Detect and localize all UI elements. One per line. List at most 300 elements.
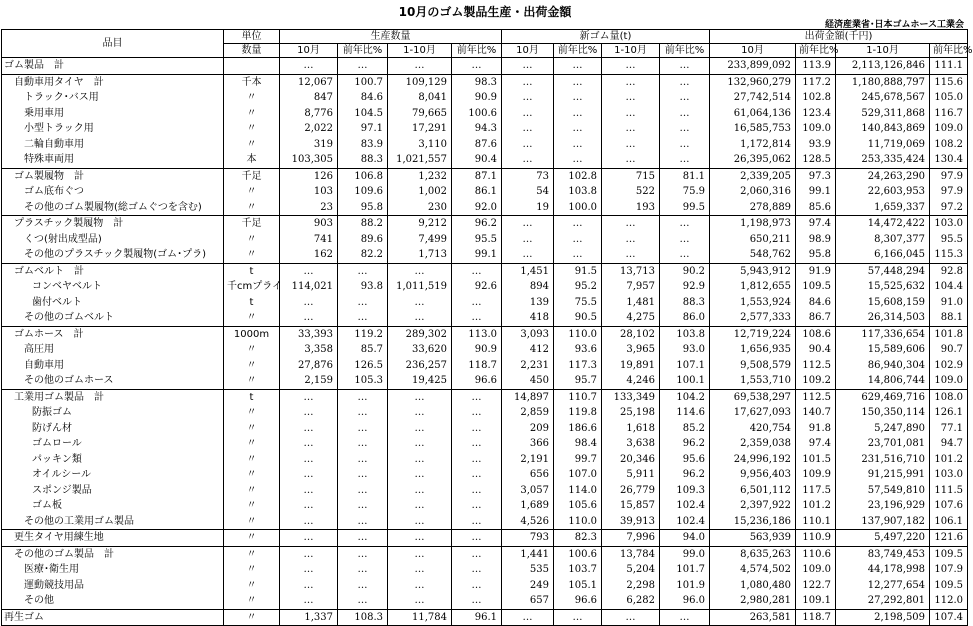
cell-s-1: 117.5: [796, 483, 836, 499]
cell-p-3: 94.3: [452, 121, 502, 137]
cell-r-0: 2,231: [502, 358, 554, 374]
cell-r-2: 19,891: [602, 358, 660, 374]
header-shipment: 出荷金額(千円): [710, 30, 968, 44]
cell-p-2: …: [388, 389, 452, 405]
row-unit: 〃: [224, 106, 280, 122]
cell-p-2: …: [388, 436, 452, 452]
table-row: [2, 593, 968, 609]
cell-r-2: 5,204: [602, 562, 660, 578]
header-unit: 単位: [224, 30, 280, 44]
cell-s-3: 107.9: [930, 562, 968, 578]
row-unit: 〃: [224, 593, 280, 609]
cell-p-1: …: [338, 263, 388, 279]
cell-p-0: …: [280, 58, 338, 75]
header-s-yoy: 前年比%: [796, 44, 836, 58]
cell-s-3: 97.9: [930, 184, 968, 200]
cell-s-0: 6,501,112: [710, 483, 796, 499]
cell-p-1: 89.6: [338, 232, 388, 248]
cell-r-3: …: [660, 121, 710, 137]
cell-p-1: …: [338, 593, 388, 609]
cell-s-3: 109.0: [930, 121, 968, 137]
row-item-name: 防振ゴム: [2, 405, 224, 421]
cell-s-3: 107.6: [930, 498, 968, 514]
cell-p-1: 95.8: [338, 200, 388, 216]
cell-r-0: 2,191: [502, 452, 554, 468]
cell-p-2: …: [388, 421, 452, 437]
cell-r-2: 6,282: [602, 593, 660, 609]
cell-r-3: …: [660, 106, 710, 122]
row-unit: 本: [224, 152, 280, 168]
cell-p-0: 27,876: [280, 358, 338, 374]
table-row: [2, 168, 968, 184]
cell-s-0: 233,899,092: [710, 58, 796, 75]
header-s-ytd-yoy: 前年比%: [930, 44, 968, 58]
cell-p-2: 7,499: [388, 232, 452, 248]
cell-r-1: 91.5: [554, 263, 602, 279]
cell-s-2: 11,719,069: [836, 137, 930, 153]
cell-p-1: 83.9: [338, 137, 388, 153]
header-p-yoy: 前年比%: [338, 44, 388, 58]
cell-p-0: …: [280, 310, 338, 326]
row-item-name: 自動車用: [2, 358, 224, 374]
cell-s-2: 529,311,868: [836, 106, 930, 122]
cell-s-2: 245,678,567: [836, 90, 930, 106]
cell-p-3: 87.6: [452, 137, 502, 153]
cell-p-2: 8,041: [388, 90, 452, 106]
table-row: [2, 405, 968, 421]
cell-s-0: 8,635,263: [710, 546, 796, 562]
cell-r-1: …: [554, 106, 602, 122]
cell-p-1: 106.8: [338, 168, 388, 184]
cell-r-2: 15,857: [602, 498, 660, 514]
cell-p-2: 230: [388, 200, 452, 216]
cell-p-0: …: [280, 263, 338, 279]
row-item-name: 自動車用タイヤ 計: [2, 74, 224, 90]
cell-s-3: 111.5: [930, 483, 968, 499]
cell-s-1: 109.0: [796, 562, 836, 578]
cell-p-0: …: [280, 514, 338, 530]
cell-s-1: 109.5: [796, 279, 836, 295]
cell-s-1: 109.9: [796, 467, 836, 483]
cell-s-1: 101.5: [796, 452, 836, 468]
cell-r-3: …: [660, 152, 710, 168]
cell-p-3: …: [452, 405, 502, 421]
cell-s-2: 14,472,422: [836, 216, 930, 232]
cell-s-2: 57,448,294: [836, 263, 930, 279]
cell-s-1: 91.9: [796, 263, 836, 279]
cell-r-0: 249: [502, 578, 554, 594]
table-row: [2, 514, 968, 530]
cell-r-3: 101.9: [660, 578, 710, 594]
cell-p-3: …: [452, 562, 502, 578]
cell-p-3: 87.1: [452, 168, 502, 184]
table-row: [2, 483, 968, 499]
cell-s-3: 102.9: [930, 358, 968, 374]
cell-s-3: 107.4: [930, 609, 968, 626]
cell-s-2: 15,589,606: [836, 342, 930, 358]
cell-s-2: 8,307,377: [836, 232, 930, 248]
row-item-name: ゴムロール: [2, 436, 224, 452]
cell-p-1: …: [338, 421, 388, 437]
cell-r-2: 4,275: [602, 310, 660, 326]
header-production: 生産数量: [280, 30, 502, 44]
cell-s-3: 121.6: [930, 530, 968, 547]
cell-r-0: …: [502, 90, 554, 106]
cell-s-0: 26,395,062: [710, 152, 796, 168]
table-row: [2, 562, 968, 578]
cell-r-1: …: [554, 121, 602, 137]
cell-p-3: 90.4: [452, 152, 502, 168]
cell-p-3: 90.9: [452, 342, 502, 358]
table-row: [2, 58, 968, 75]
table-row: [2, 358, 968, 374]
cell-s-0: 420,754: [710, 421, 796, 437]
cell-p-2: …: [388, 514, 452, 530]
cell-r-0: …: [502, 247, 554, 263]
cell-s-1: 86.7: [796, 310, 836, 326]
cell-r-1: …: [554, 216, 602, 232]
cell-p-0: 903: [280, 216, 338, 232]
cell-r-2: 20,346: [602, 452, 660, 468]
cell-r-1: …: [554, 90, 602, 106]
cell-p-2: 9,212: [388, 216, 452, 232]
cell-r-0: 894: [502, 279, 554, 295]
cell-r-0: 19: [502, 200, 554, 216]
cell-p-0: …: [280, 295, 338, 311]
row-unit: 〃: [224, 562, 280, 578]
header-s-ytd: 1-10月: [836, 44, 930, 58]
header-r-oct: 10月: [502, 44, 554, 58]
cell-s-3: 92.8: [930, 263, 968, 279]
table-row: [2, 609, 968, 626]
cell-p-0: 8,776: [280, 106, 338, 122]
cell-s-1: 101.2: [796, 498, 836, 514]
cell-p-3: 92.0: [452, 200, 502, 216]
row-item-name: 特殊車両用: [2, 152, 224, 168]
cell-r-3: …: [660, 247, 710, 263]
cell-r-0: 14,897: [502, 389, 554, 405]
cell-s-3: 130.4: [930, 152, 968, 168]
row-unit: [224, 58, 280, 75]
cell-p-2: …: [388, 562, 452, 578]
row-unit: 千本: [224, 74, 280, 90]
cell-r-0: 1,441: [502, 546, 554, 562]
cell-r-3: 86.0: [660, 310, 710, 326]
row-unit: 〃: [224, 247, 280, 263]
cell-r-1: 105.6: [554, 498, 602, 514]
cell-s-2: 44,178,998: [836, 562, 930, 578]
cell-p-3: …: [452, 578, 502, 594]
cell-p-1: 119.2: [338, 326, 388, 342]
cell-r-2: …: [602, 609, 660, 626]
cell-s-0: 16,585,753: [710, 121, 796, 137]
cell-r-0: 209: [502, 421, 554, 437]
cell-p-2: 1,713: [388, 247, 452, 263]
cell-p-0: …: [280, 467, 338, 483]
cell-p-2: 1,232: [388, 168, 452, 184]
cell-s-2: 253,335,424: [836, 152, 930, 168]
cell-s-2: 26,314,503: [836, 310, 930, 326]
cell-p-1: 97.1: [338, 121, 388, 137]
cell-r-3: …: [660, 90, 710, 106]
cell-p-3: 100.6: [452, 106, 502, 122]
row-item-name: その他のプラスチック製履物(ゴム･プラ): [2, 247, 224, 263]
source-credit: 経済産業省･日本ゴムホース工業会: [824, 20, 964, 30]
cell-s-1: 113.9: [796, 58, 836, 75]
cell-r-1: 110.0: [554, 326, 602, 342]
cell-r-0: 1,689: [502, 498, 554, 514]
cell-s-3: 112.0: [930, 593, 968, 609]
cell-r-0: …: [502, 137, 554, 153]
cell-s-1: 97.4: [796, 436, 836, 452]
table-row: [2, 74, 968, 90]
row-unit: 〃: [224, 184, 280, 200]
cell-p-1: 105.3: [338, 373, 388, 389]
cell-p-3: …: [452, 514, 502, 530]
cell-p-2: 1,002: [388, 184, 452, 200]
cell-s-0: 1,812,655: [710, 279, 796, 295]
cell-s-0: 61,064,136: [710, 106, 796, 122]
cell-r-1: 119.8: [554, 405, 602, 421]
cell-r-2: 4,246: [602, 373, 660, 389]
cell-r-1: …: [554, 74, 602, 90]
cell-s-1: 108.6: [796, 326, 836, 342]
cell-s-1: 90.4: [796, 342, 836, 358]
cell-p-0: …: [280, 593, 338, 609]
row-item-name: 防げん材: [2, 421, 224, 437]
table-row: [2, 263, 968, 279]
table-row: [2, 152, 968, 168]
cell-p-0: 126: [280, 168, 338, 184]
row-item-name: ゴム製品 計: [2, 58, 224, 75]
table-row: [2, 389, 968, 405]
cell-s-0: 548,762: [710, 247, 796, 263]
cell-s-0: 2,339,205: [710, 168, 796, 184]
row-unit: t: [224, 263, 280, 279]
cell-s-1: 85.6: [796, 200, 836, 216]
table-row: [2, 452, 968, 468]
row-unit: 〃: [224, 578, 280, 594]
header-row-groups: [2, 30, 968, 44]
cell-r-2: 1,481: [602, 295, 660, 311]
cell-r-1: …: [554, 137, 602, 153]
cell-p-2: …: [388, 593, 452, 609]
row-item-name: 工業用ゴム製品 計: [2, 389, 224, 405]
cell-p-2: 79,665: [388, 106, 452, 122]
cell-r-3: 103.8: [660, 326, 710, 342]
cell-s-0: 9,508,579: [710, 358, 796, 374]
cell-p-1: 100.7: [338, 74, 388, 90]
cell-s-0: 1,198,973: [710, 216, 796, 232]
header-r-yoy: 前年比%: [554, 44, 602, 58]
cell-p-3: 113.0: [452, 326, 502, 342]
table-row: [2, 578, 968, 594]
cell-r-3: 104.2: [660, 389, 710, 405]
cell-s-2: 1,180,888,797: [836, 74, 930, 90]
cell-r-1: 100.0: [554, 200, 602, 216]
table-row: [2, 436, 968, 452]
cell-r-0: 3,093: [502, 326, 554, 342]
cell-p-0: 741: [280, 232, 338, 248]
cell-s-3: 111.1: [930, 58, 968, 75]
row-unit: 千足: [224, 216, 280, 232]
cell-s-1: 99.1: [796, 184, 836, 200]
cell-r-0: 412: [502, 342, 554, 358]
cell-s-2: 1,659,337: [836, 200, 930, 216]
cell-s-2: 150,350,114: [836, 405, 930, 421]
row-unit: t: [224, 295, 280, 311]
cell-r-2: …: [602, 121, 660, 137]
cell-r-0: 535: [502, 562, 554, 578]
cell-r-3: 107.1: [660, 358, 710, 374]
cell-p-0: …: [280, 578, 338, 594]
cell-p-1: 82.2: [338, 247, 388, 263]
row-unit: 〃: [224, 546, 280, 562]
cell-s-0: 2,397,922: [710, 498, 796, 514]
cell-r-1: 95.7: [554, 373, 602, 389]
cell-r-1: 98.4: [554, 436, 602, 452]
row-item-name: オイルシール: [2, 467, 224, 483]
cell-r-0: …: [502, 106, 554, 122]
cell-p-0: 3,358: [280, 342, 338, 358]
table-row: [2, 232, 968, 248]
row-item-name: その他のゴム製品 計: [2, 546, 224, 562]
cell-r-2: 2,298: [602, 578, 660, 594]
cell-p-3: …: [452, 310, 502, 326]
cell-s-1: 110.6: [796, 546, 836, 562]
cell-s-1: 110.1: [796, 514, 836, 530]
cell-p-3: …: [452, 436, 502, 452]
cell-p-3: 96.1: [452, 609, 502, 626]
row-item-name: 二輪自動車用: [2, 137, 224, 153]
cell-r-2: …: [602, 90, 660, 106]
header-r-ytd-yoy: 前年比%: [660, 44, 710, 58]
cell-r-3: …: [660, 609, 710, 626]
cell-r-2: 715: [602, 168, 660, 184]
row-item-name: ゴム底布ぐつ: [2, 184, 224, 200]
cell-r-0: 4,526: [502, 514, 554, 530]
cell-p-3: 99.1: [452, 247, 502, 263]
cell-p-1: 126.5: [338, 358, 388, 374]
cell-s-0: 24,996,192: [710, 452, 796, 468]
cell-p-1: …: [338, 530, 388, 547]
cell-p-0: 33,393: [280, 326, 338, 342]
cell-s-0: 263,581: [710, 609, 796, 626]
cell-s-2: 231,516,710: [836, 452, 930, 468]
cell-p-3: 90.9: [452, 90, 502, 106]
cell-p-0: 114,021: [280, 279, 338, 295]
cell-r-0: …: [502, 232, 554, 248]
cell-p-1: …: [338, 514, 388, 530]
cell-s-0: 69,538,297: [710, 389, 796, 405]
cell-s-0: 1,172,814: [710, 137, 796, 153]
cell-r-1: 102.8: [554, 168, 602, 184]
cell-p-2: …: [388, 263, 452, 279]
cell-p-2: …: [388, 467, 452, 483]
cell-p-1: …: [338, 467, 388, 483]
cell-s-1: 128.5: [796, 152, 836, 168]
cell-r-2: …: [602, 137, 660, 153]
row-unit: 1000m: [224, 326, 280, 342]
cell-s-3: 108.2: [930, 137, 968, 153]
cell-s-1: 97.4: [796, 216, 836, 232]
cell-s-2: 14,806,744: [836, 373, 930, 389]
cell-r-2: 3,638: [602, 436, 660, 452]
cell-s-1: 117.2: [796, 74, 836, 90]
cell-r-1: 99.7: [554, 452, 602, 468]
cell-p-0: …: [280, 452, 338, 468]
cell-p-0: …: [280, 530, 338, 547]
cell-p-0: …: [280, 498, 338, 514]
cell-p-3: …: [452, 452, 502, 468]
cell-p-0: 162: [280, 247, 338, 263]
row-item-name: その他のゴムベルト: [2, 310, 224, 326]
cell-r-0: 366: [502, 436, 554, 452]
cell-r-3: 109.3: [660, 483, 710, 499]
cell-p-3: …: [452, 58, 502, 75]
table-row: [2, 326, 968, 342]
row-item-name: プラスチック製履物 計: [2, 216, 224, 232]
cell-r-0: …: [502, 609, 554, 626]
header-p-oct: 10月: [280, 44, 338, 58]
cell-s-1: 109.0: [796, 121, 836, 137]
cell-r-2: 39,913: [602, 514, 660, 530]
cell-r-1: 110.0: [554, 514, 602, 530]
cell-s-2: 117,336,654: [836, 326, 930, 342]
row-item-name: くつ(射出成型品): [2, 232, 224, 248]
cell-r-0: …: [502, 58, 554, 75]
cell-r-2: 3,965: [602, 342, 660, 358]
cell-p-0: 1,337: [280, 609, 338, 626]
cell-p-3: 118.7: [452, 358, 502, 374]
cell-r-3: 88.3: [660, 295, 710, 311]
header-unit-sub: 数量: [224, 44, 280, 58]
cell-s-2: 23,196,929: [836, 498, 930, 514]
cell-s-3: 94.7: [930, 436, 968, 452]
cell-p-1: 85.7: [338, 342, 388, 358]
cell-s-3: 90.7: [930, 342, 968, 358]
cell-p-3: …: [452, 593, 502, 609]
cell-s-2: 23,701,081: [836, 436, 930, 452]
cell-r-1: 75.5: [554, 295, 602, 311]
cell-s-0: 650,211: [710, 232, 796, 248]
cell-s-1: 140.7: [796, 405, 836, 421]
row-item-name: その他のゴム製履物(総ゴムぐつを含む): [2, 200, 224, 216]
cell-r-1: 186.6: [554, 421, 602, 437]
cell-p-1: …: [338, 483, 388, 499]
cell-s-0: 2,060,316: [710, 184, 796, 200]
cell-s-0: 132,960,279: [710, 74, 796, 90]
cell-s-2: 629,469,716: [836, 389, 930, 405]
cell-s-3: 97.2: [930, 200, 968, 216]
cell-s-1: 109.2: [796, 373, 836, 389]
cell-p-3: …: [452, 483, 502, 499]
cell-r-1: 114.0: [554, 483, 602, 499]
cell-p-3: …: [452, 467, 502, 483]
cell-s-3: 105.0: [930, 90, 968, 106]
cell-p-0: 2,022: [280, 121, 338, 137]
cell-s-3: 95.5: [930, 232, 968, 248]
cell-p-2: …: [388, 498, 452, 514]
table-row: [2, 137, 968, 153]
cell-r-0: …: [502, 152, 554, 168]
cell-r-3: 94.0: [660, 530, 710, 547]
cell-p-3: …: [452, 546, 502, 562]
table-row: [2, 279, 968, 295]
cell-p-2: …: [388, 578, 452, 594]
cell-s-3: 88.1: [930, 310, 968, 326]
row-item-name: コンベヤベルト: [2, 279, 224, 295]
